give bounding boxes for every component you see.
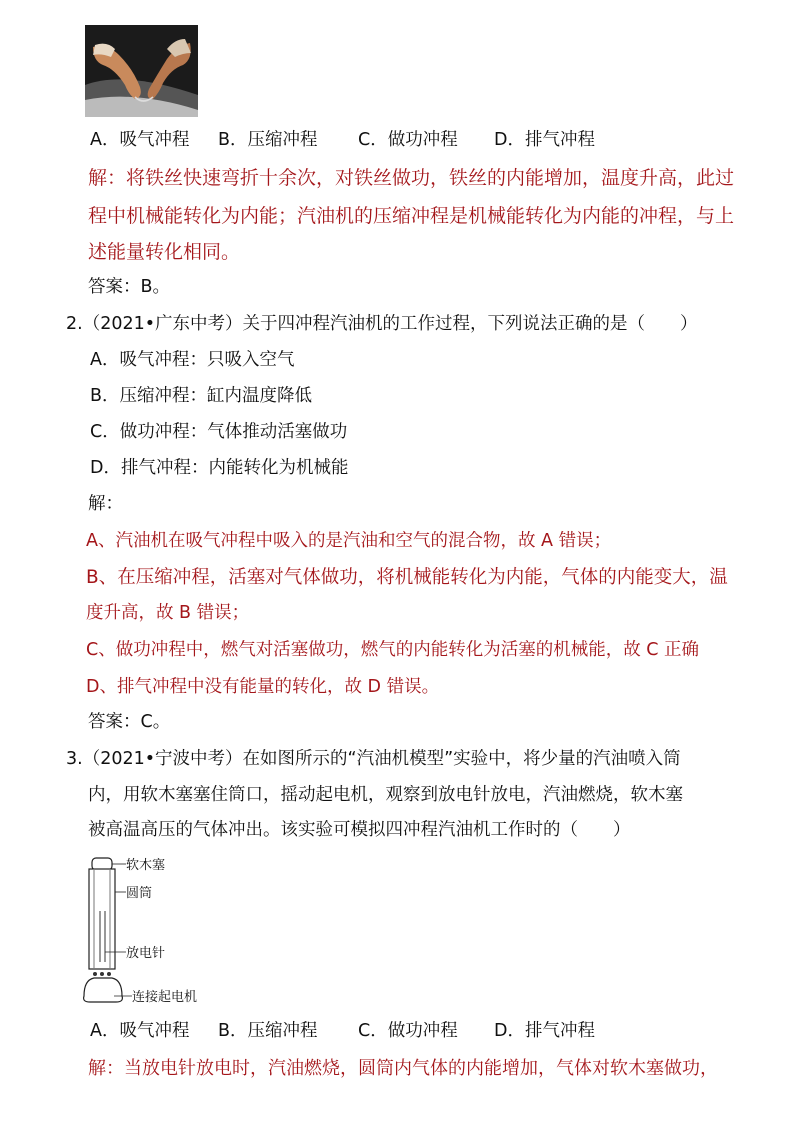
label-cork: 软木塞	[126, 858, 166, 873]
label-cylinder: 圆筒	[126, 886, 153, 901]
cork-shape	[92, 858, 112, 870]
q1-solution-line-1: 解：将铁丝快速弯折十余次，对铁丝做功，铁丝的内能增加，温度升高，此过	[88, 167, 735, 189]
q2-solution-line-3: 度升高，故 B 错误；	[86, 603, 250, 623]
q3-stem-line-2: 内，用软木塞塞住筒口，摇动起电机，观察到放电针放电，汽油燃烧，软木塞	[88, 785, 683, 805]
q2-solution-label: 解：	[88, 494, 123, 514]
q2-option-b: B．压缩冲程：缸内温度降低	[90, 386, 313, 406]
q2-solution-line-2: B、在压缩冲程，活塞对气体做功，将机械能转化为内能，气体的内能变大，温	[86, 567, 728, 588]
q2-answer: 答案：C。	[88, 712, 171, 732]
q3-solution-line-1: 解：当放电针放电时，汽油燃烧，圆筒内气体的内能增加，气体对软木塞做功，	[88, 1058, 718, 1079]
q1-solution-line-2: 程中机械能转化为内能；汽油机的压缩冲程是机械能转化为内能的冲程，与上	[88, 205, 735, 227]
q3-stem-line-3: 被高温高压的气体冲出。该实验可模拟四冲程汽油机工作时的（ ）	[88, 820, 631, 840]
q2-stem: 2.（2021•广东中考）关于四冲程汽油机的工作过程，下列说法正确的是（ ）	[66, 314, 698, 334]
q3-option-a: A．吸气冲程	[90, 1021, 190, 1041]
q3-option-c: C．做功冲程	[358, 1021, 458, 1041]
wire-bending-photo	[85, 25, 198, 117]
engine-model-diagram	[80, 856, 220, 1008]
q1-answer: 答案：B。	[88, 277, 171, 297]
q1-option-c: C．做功冲程	[358, 130, 458, 150]
q2-option-a: A．吸气冲程：只吸入空气	[90, 350, 295, 370]
cylinder-shape	[89, 869, 115, 969]
q1-option-d: D．排气冲程	[494, 130, 595, 150]
q1-option-a: A．吸气冲程	[90, 130, 190, 150]
generator-base-shape	[84, 978, 123, 1002]
q3-option-d: D．排气冲程	[494, 1021, 595, 1041]
label-generator: 连接起电机	[132, 990, 198, 1005]
q2-solution-line-5: D、排气冲程中没有能量的转化，故 D 错误。	[86, 677, 440, 697]
q2-option-d: D．排气冲程：内能转化为机械能	[90, 458, 349, 478]
q2-solution-line-1: A、汽油机在吸气冲程中吸入的是汽油和空气的混合物，故 A 错误；	[86, 531, 612, 551]
q3-stem-line-1: 3.（2021•宁波中考）在如图所示的“汽油机模型”实验中，将少量的汽油喷入筒	[66, 749, 681, 769]
q1-option-b: B．压缩冲程	[218, 130, 318, 150]
q2-option-c: C．做功冲程：气体推动活塞做功	[90, 422, 348, 442]
label-needle: 放电针	[126, 946, 166, 961]
q2-solution-line-4: C、做功冲程中，燃气对活塞做功，燃气的内能转化为活塞的机械能，故 C 正确	[86, 640, 700, 660]
q1-solution-line-3: 述能量转化相同。	[88, 241, 241, 263]
q3-option-b: B．压缩冲程	[218, 1021, 318, 1041]
